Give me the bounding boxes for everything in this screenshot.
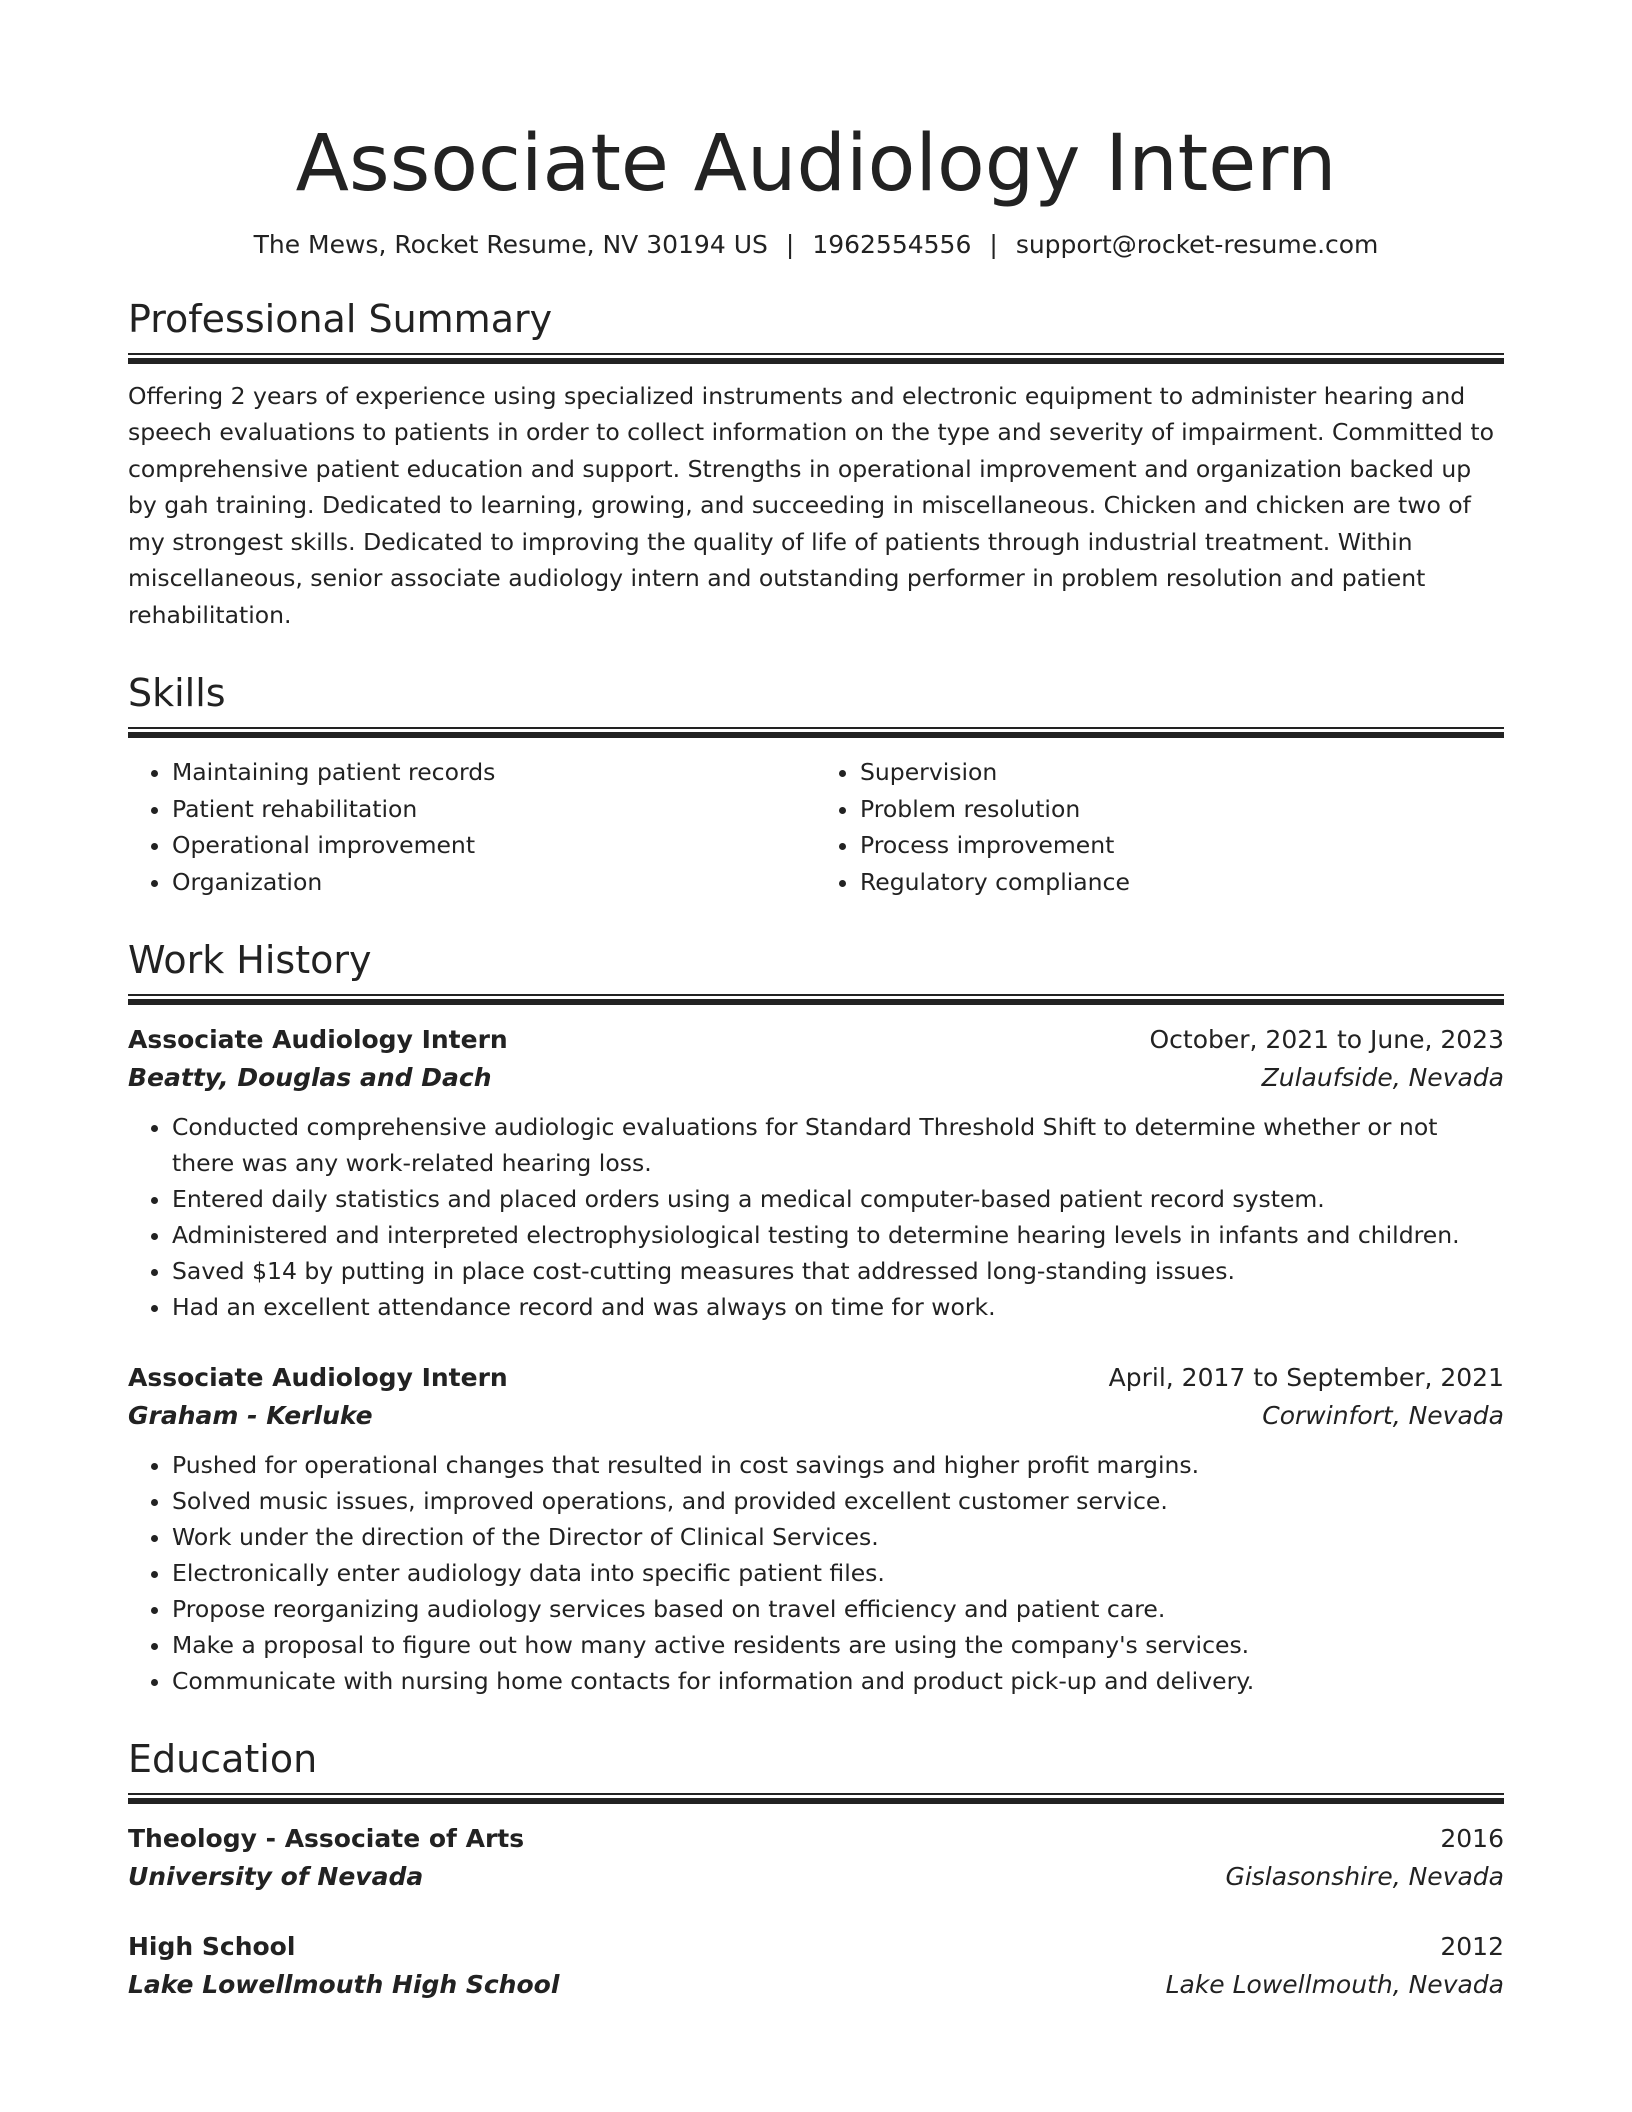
education-year: 2016 bbox=[1440, 1824, 1504, 1854]
job-bullets bbox=[128, 1447, 1504, 1699]
section-heading-skills: Skills bbox=[128, 671, 226, 716]
education-degree-row bbox=[128, 1928, 1504, 1966]
section-divider bbox=[128, 353, 1504, 364]
education-school: University of Nevada bbox=[128, 1862, 424, 1892]
section-divider bbox=[128, 994, 1504, 1005]
job-entry bbox=[128, 1021, 1504, 1325]
job-bullet: • Pushed for operational changes that resulted in cost savings and higher profit margins. bbox=[172, 1447, 1504, 1483]
job-company: Graham - Kerluke bbox=[128, 1401, 373, 1431]
job-bullet: • Administered and interpreted electrophysiological testing to determine hearing levels in infants and children. bbox=[172, 1217, 1504, 1253]
summary-section bbox=[128, 297, 1504, 634]
education-degree: High School bbox=[128, 1932, 296, 1962]
job-bullet: • Communicate with nursing home contacts for information and product pick-up and delivery. bbox=[172, 1663, 1504, 1699]
resume-title: Associate Audiology Intern bbox=[295, 119, 1337, 209]
skill-item: • Operational improvement bbox=[172, 827, 816, 864]
contact-email: support@rocket-resume.com bbox=[1015, 229, 1379, 259]
job-location: Corwinfort, Nevada bbox=[1262, 1401, 1504, 1431]
section-heading-summary: Professional Summary bbox=[128, 296, 553, 341]
skill-item: • Supervision bbox=[860, 754, 1504, 791]
job-bullet: • Work under the direction of the Director of Clinical Services. bbox=[172, 1519, 1504, 1555]
job-company-row bbox=[128, 1397, 1504, 1435]
skill-item: • Regulatory compliance bbox=[860, 864, 1504, 901]
job-title: Associate Audiology Intern bbox=[128, 1363, 508, 1393]
job-bullet: • Propose reorganizing audiology services based on travel efficiency and patient care. bbox=[172, 1591, 1504, 1627]
section-heading-work-history: Work History bbox=[128, 938, 372, 983]
contact-phone: 1962554556 bbox=[812, 229, 972, 259]
section-divider bbox=[128, 727, 1504, 738]
skill-item: • Process improvement bbox=[860, 827, 1504, 864]
skill-item: • Patient rehabilitation bbox=[172, 791, 816, 828]
skills-list-right bbox=[816, 754, 1504, 900]
resume-page bbox=[128, 120, 1504, 2004]
skill-item: • Organization bbox=[172, 864, 816, 901]
skills-columns bbox=[128, 754, 1504, 900]
education-location: Gislasonshire, Nevada bbox=[1225, 1862, 1504, 1892]
education-section bbox=[128, 1737, 1504, 2004]
work-history-section bbox=[128, 938, 1504, 1699]
job-title-row bbox=[128, 1021, 1504, 1059]
job-bullet: • Entered daily statistics and placed orders using a medical computer-based patient record system. bbox=[172, 1181, 1504, 1217]
job-title-row bbox=[128, 1359, 1504, 1397]
education-degree-row bbox=[128, 1820, 1504, 1858]
job-dates: October, 2021 to June, 2023 bbox=[1149, 1025, 1504, 1055]
skills-list-left bbox=[128, 754, 816, 900]
section-divider bbox=[128, 1793, 1504, 1804]
job-entry bbox=[128, 1359, 1504, 1699]
job-bullets bbox=[128, 1109, 1504, 1325]
education-school-row bbox=[128, 1858, 1504, 1896]
contact-separator: | bbox=[989, 229, 998, 259]
skill-item: • Problem resolution bbox=[860, 791, 1504, 828]
education-degree: Theology - Associate of Arts bbox=[128, 1824, 525, 1854]
education-entry bbox=[128, 1820, 1504, 1896]
contact-line bbox=[128, 230, 1504, 259]
education-entry bbox=[128, 1928, 1504, 2004]
section-heading-education: Education bbox=[128, 1737, 318, 1782]
skills-section bbox=[128, 671, 1504, 900]
education-school-row bbox=[128, 1966, 1504, 2004]
job-bullet: • Saved $14 by putting in place cost-cutting measures that addressed long-standing issues. bbox=[172, 1253, 1504, 1289]
job-dates: April, 2017 to September, 2021 bbox=[1108, 1363, 1504, 1393]
summary-text: Offering 2 years of experience using specialized instruments and electronic equipment to administer hearing and speech evaluations to patients in order to collect information on the type and severity of impairment. Committed to comprehensive patient education and support. Strengths in operational improvement and organization backed up by gah training. Dedicated to learning, growing, and succeeding in miscellaneous. Chicken and chicken are two of my strongest skills. Dedicated to improving the quality of life of patients through industrial treatment. Within miscellaneous, senior associate audiology intern and outstanding performer in problem resolution and patient rehabilitation. bbox=[128, 381, 1494, 629]
job-bullet: • Had an excellent attendance record and was always on time for work. bbox=[172, 1289, 1504, 1325]
job-bullet: • Conducted comprehensive audiologic evaluations for Standard Threshold Shift to determine whether or not there was any work-related hearing loss. bbox=[172, 1109, 1504, 1181]
skill-item: • Maintaining patient records bbox=[172, 754, 816, 791]
job-bullet: • Solved music issues, improved operations, and provided excellent customer service. bbox=[172, 1483, 1504, 1519]
job-bullet: • Electronically enter audiology data into specific patient files. bbox=[172, 1555, 1504, 1591]
education-year: 2012 bbox=[1440, 1932, 1504, 1962]
contact-address: The Mews, Rocket Resume, NV 30194 US bbox=[253, 229, 768, 259]
job-company-row bbox=[128, 1059, 1504, 1097]
education-school: Lake Lowellmouth High School bbox=[128, 1970, 560, 2000]
contact-separator: | bbox=[785, 229, 795, 259]
job-bullet: • Make a proposal to figure out how many active residents are using the company's services. bbox=[172, 1627, 1504, 1663]
job-location: Zulaufside, Nevada bbox=[1261, 1063, 1504, 1093]
education-location: Lake Lowellmouth, Nevada bbox=[1165, 1970, 1504, 2000]
job-company: Beatty, Douglas and Dach bbox=[128, 1063, 492, 1093]
job-title: Associate Audiology Intern bbox=[128, 1025, 508, 1055]
